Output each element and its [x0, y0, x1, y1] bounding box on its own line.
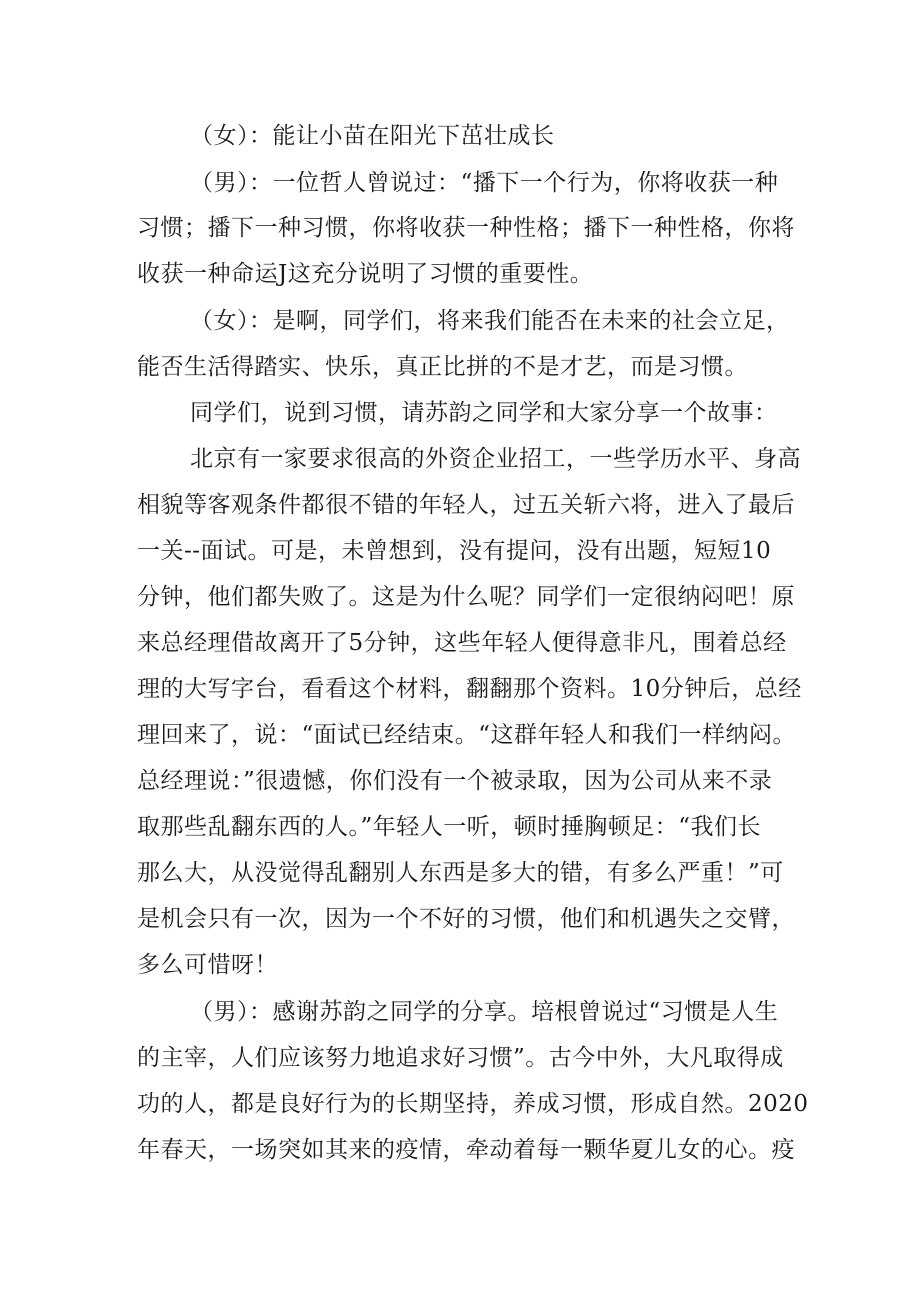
- text-line-4: 收获一种命运J这充分说明了习惯的重要性。: [137, 261, 594, 287]
- text-line-15: 总经理说：”很遗憾，你们没有一个被录取，因为公司从来不录: [137, 768, 773, 794]
- text-line-19: 多么可惜呀！: [137, 952, 278, 978]
- text-line-7: 同学们，说到习惯，请苏韵之同学和大家分享一个故事：: [190, 400, 778, 426]
- text-line-10: 一关--面试。可是，未曾想到，没有提问，没有出题，短短10: [137, 538, 772, 564]
- text-line-11: 分钟，他们都失败了。这是为什么呢？同学们一定很纳闷吧！原: [137, 584, 795, 610]
- text-line-13: 理的大写字台，看看这个材料，翻翻那个资料。10分钟后，总经: [137, 676, 802, 702]
- text-line-5: （女）：是啊，同学们，将来我们能否在未来的社会立足，: [190, 308, 790, 334]
- text-line-9: 相貌等客观条件都很不错的年轻人，过五关斩六将，进入了最后: [137, 492, 795, 518]
- text-line-23: 年春天，一场突如其来的疫情，牵动着每一颗华夏儿女的心。疫: [137, 1137, 795, 1163]
- text-line-1: （女）：能让小苗在阳光下茁壮成长: [190, 123, 555, 149]
- text-line-18: 是机会只有一次，因为一个不好的习惯，他们和机遇失之交臂，: [137, 906, 795, 932]
- text-line-6: 能否生活得踏实、快乐，真正比拼的不是才艺，而是习惯。: [137, 354, 748, 380]
- text-line-22: 功的人，都是良好行为的长期坚持，养成习惯，形成自然。2020: [137, 1091, 809, 1117]
- text-line-21: 的主宰，人们应该努力地追求好习惯”。古今中外，大凡取得成: [137, 1045, 784, 1071]
- text-line-8: 北京有一家要求很高的外资企业招工，一些学历水平、身高: [190, 446, 801, 472]
- text-line-2: （男）：一位哲人曾说过：“播下一个行为，你将收获一种: [190, 170, 779, 196]
- text-line-12: 来总经理借故离开了5分钟，这些年轻人便得意非凡，围着总经: [137, 630, 787, 656]
- text-line-14: 理回来了，说：“面试已经结束。“这群年轻人和我们一样纳闷。: [137, 722, 797, 748]
- text-line-3: 习惯；播下一种习惯，你将收获一种性格；播下一种性格，你将: [137, 215, 795, 241]
- text-line-17: 那么大，从没觉得乱翻别人东西是多大的错，有多么严重！”可: [137, 860, 784, 886]
- text-line-20: （男）：感谢苏韵之同学的分享。培根曾说过“习惯是人生: [190, 999, 779, 1025]
- text-line-16: 取那些乱翻东西的人。”年轻人一听，顿时捶胸顿足：“我们长: [137, 814, 762, 840]
